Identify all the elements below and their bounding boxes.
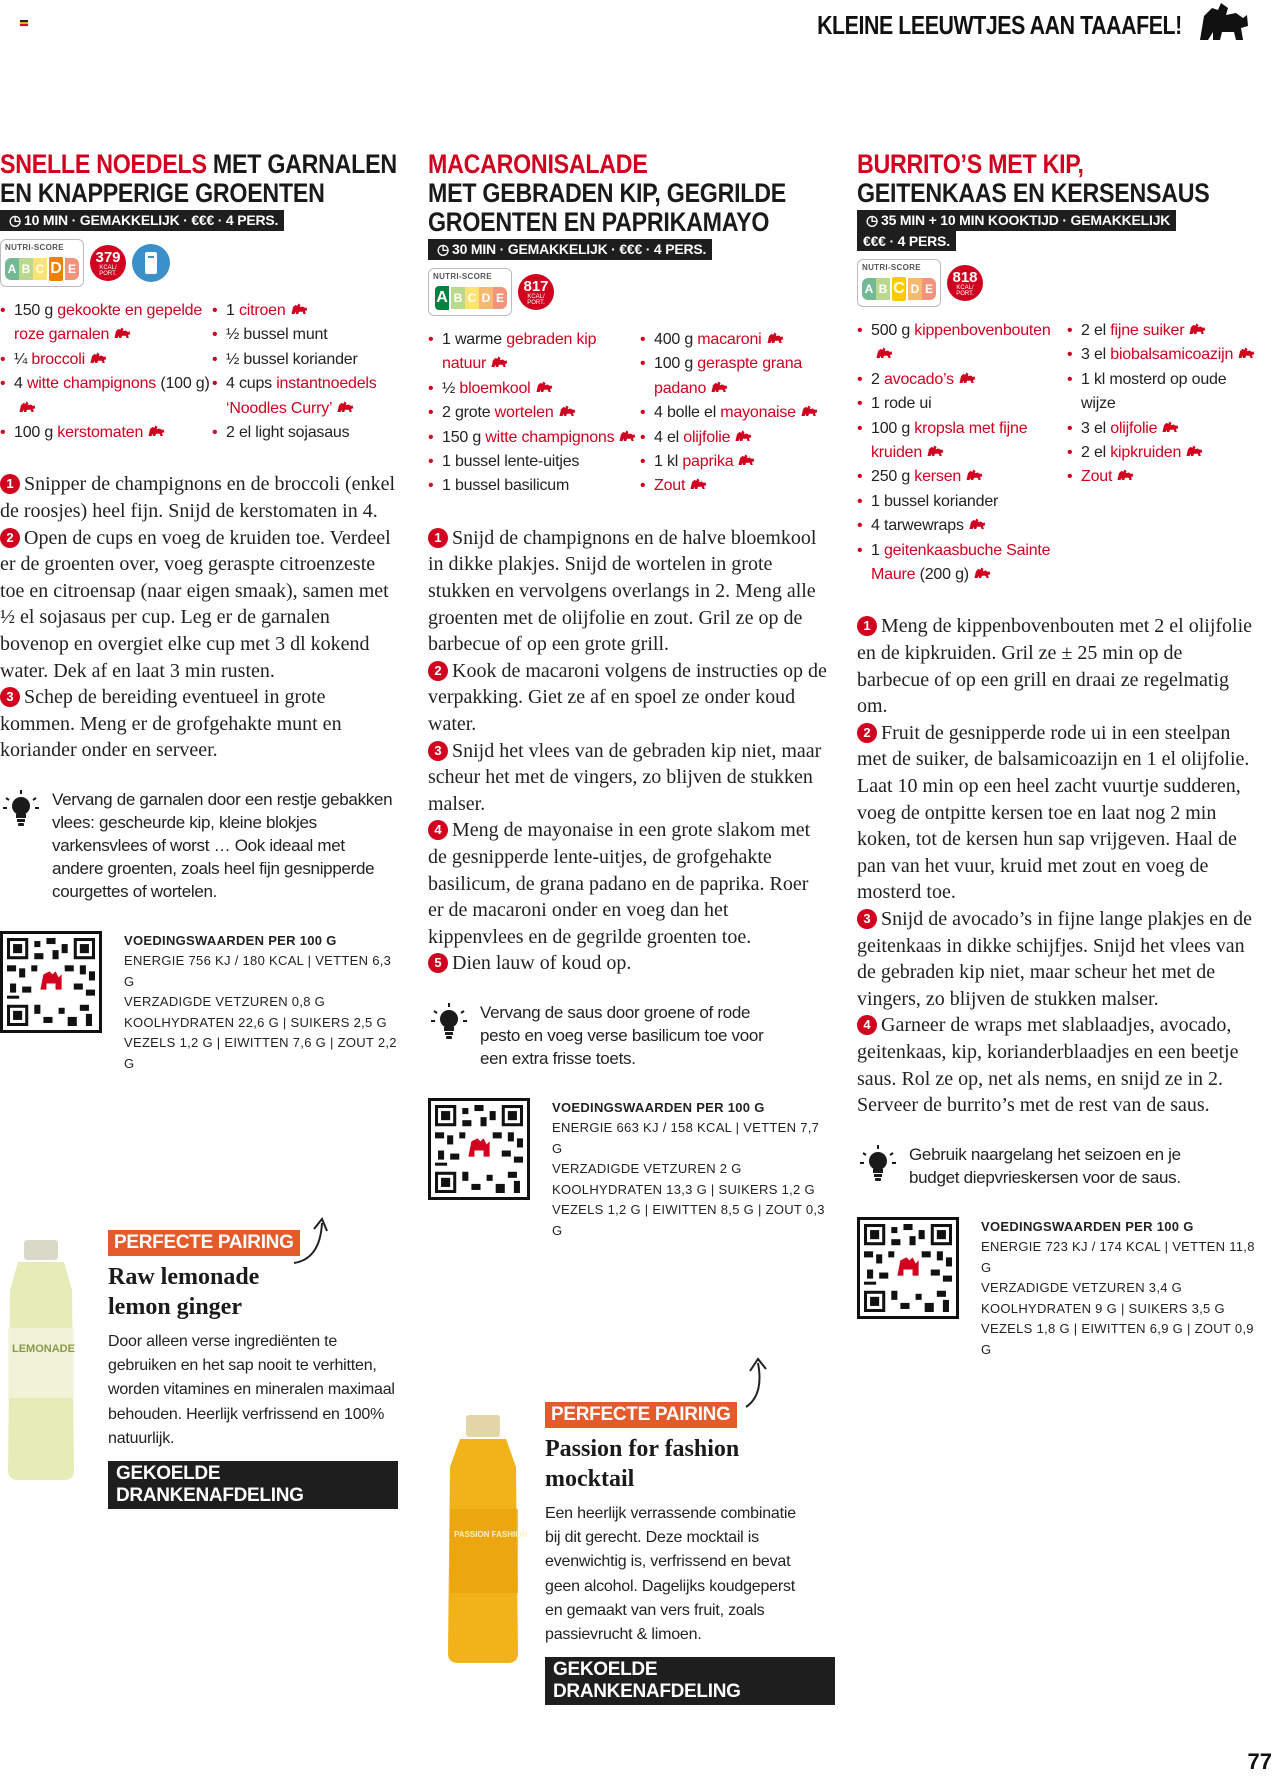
recipe-step: 2 Fruit de gesnipperde rode ui in een steelpan met de suiker, de balsamicoazijn en 1 el olijfolie. Laat 10 min op een heel zacht vuurtje sudderen, voeg de ontpitte kersen toe en laat nog 2 min koken, tot de kersen hun sap vrijgeven. Haal de pan van het vuur, kruid met zout en voeg de mosterd toe. — [857, 721, 1250, 904]
delhaize-lion-icon — [766, 332, 784, 345]
delhaize-lion-icon — [336, 401, 354, 414]
lemonade-bottle-image — [0, 1240, 82, 1480]
ingredient-item: • 500 g kippenbovenbouten — [857, 319, 1067, 368]
lemonade-bottle-label: LEMONADE — [12, 1343, 75, 1355]
recipe-step: 2 Open de cups en voeg de kruiden toe. Verdeel er de groenten over, voeg geraspte citroenzeste toe en citroensap (naar eigen smaak), samen met ½ el sojasaus per cup. Leg er de garnalen bovenop en overgiet elke cup met 3 dl kokend water. Dek af en laat 3 min rusten. — [0, 526, 391, 682]
ingredient-item: • 250 g kersen — [857, 465, 1067, 489]
delhaize-lion-icon — [1116, 469, 1134, 482]
delhaize-lion-icon — [558, 405, 576, 418]
nutrition-block — [0, 931, 400, 1075]
delhaize-lion-icon — [290, 303, 308, 316]
nutri-score-row — [0, 239, 400, 287]
ingredient-item: • 2 el fijne suiker — [1067, 319, 1257, 343]
delhaize-lion-icon — [113, 327, 131, 340]
step-number-badge: 1 — [428, 528, 448, 548]
recipe-step: 3 Schep de bereiding eventueel in grote kommen. Meng er de grofgehakte munt en koriander onder en serveer. — [0, 686, 342, 762]
recipe-step: 3 Snijd het vlees van de gebraden kip niet, maar scheur het met de vingers, zo blijven de stukken malser. — [428, 739, 822, 815]
recipe-meta-badge-2: €€€ · 4 PERS. — [857, 231, 956, 251]
recipe-step: 1 Meng de kippenbovenbouten met 2 el olijfolie en de kipkruiden. Gril ze ± 25 min op de barbecue of op een grill en draai ze regelmatig om. — [857, 615, 1253, 718]
step-number-badge: 1 — [857, 616, 877, 636]
recipe-steps — [857, 613, 1257, 1118]
clock-icon: ◷ — [9, 212, 22, 228]
step-number-badge: 5 — [428, 953, 448, 973]
recipe-step: 1 Snijd de champignons en de halve bloemkool in dikke plakjes. Snijd de wortelen in grote stukken en vervolgens overlangs in 2. Meng alle groenten met de olijfolie en zout. Gril ze op de barbecue of op een grote grill. — [428, 526, 817, 656]
ingredient-item: • 2 el kipkruiden — [1067, 441, 1257, 465]
recipe-step: 4 Meng de mayonaise in een grote slakom met de gesnipperde lente-uitjes, de grofgehakte basilicum, de grana padano en de paprika. Roer er de macaroni onder en voeg dan het kippenvlees en de gegrilde groenten toe. — [428, 819, 811, 948]
nutri-score-badge: NUTRI-SCORE A B C D E — [428, 268, 512, 316]
lightbulb-icon — [428, 1001, 470, 1045]
recipe-tip: Gebruik naargelang het seizoen en je budget diepvrieskersen voor de saus. — [857, 1143, 1257, 1189]
kcal-badge: 817 KCAL/ PORT. — [518, 274, 554, 310]
delhaize-lion-icon — [89, 352, 107, 365]
mocktail-bottle-image — [438, 1415, 528, 1663]
clock-icon: ◷ — [437, 241, 450, 257]
recipe-title: SNELLE NOEDELS MET GARNALEN EN KNAPPERIGE GROENTEN — [0, 149, 397, 208]
pairing-tag: PERFECTE PAIRING — [108, 1230, 300, 1256]
delhaize-lion-icon — [689, 478, 707, 491]
delhaize-lion-icon — [800, 405, 818, 418]
recipe-title: MACARONISALADE MET GEBRADEN KIP, GEGRILDE GROENTEN EN PAPRIKAMAYO — [428, 149, 786, 237]
language-flag-icon[interactable] — [20, 20, 28, 26]
lightbulb-icon — [0, 788, 42, 832]
delhaize-lion-icon — [1188, 323, 1206, 336]
pairing-tag: PERFECTE PAIRING — [545, 1402, 737, 1428]
ingredient-item: • 100 g kropsla met fijne kruiden — [857, 417, 1067, 466]
step-number-badge: 3 — [428, 741, 448, 761]
step-number-badge: 4 — [428, 820, 448, 840]
ingredient-item: • 1 geitenkaasbuche Sainte Maure (200 g) — [857, 539, 1067, 588]
recipe-step: 2 Kook de macaroni volgens de instructies op de verpakking. Giet ze af en spoel ze onder koud water. — [428, 659, 827, 735]
clock-icon: ◷ — [866, 212, 879, 228]
recipe-title: BURRITO’S MET KIP, GEITENKAAS EN KERSENSAUS — [857, 149, 1210, 208]
ingredient-list — [857, 319, 1257, 587]
nutri-score-row — [857, 259, 1257, 307]
ingredient-item: • 3 el biobalsamicoazijn — [1067, 343, 1257, 367]
delhaize-lion-icon — [618, 430, 636, 443]
delhaize-lion-logo — [1196, 2, 1248, 44]
ingredient-item: • 100 g geraspte grana padano — [640, 352, 828, 401]
delhaize-lion-icon — [965, 469, 983, 482]
recipe-step: 3 Snijd de avocado’s in fijne lange plakjes en de geitenkaas in dikke schijfjes. Snijd het vlees van de gebraden kip niet, maar scheur het met de vingers, zo blijven de stukken malser. — [857, 908, 1253, 1010]
ingredient-item: • ½ bussel munt — [212, 323, 400, 347]
ingredient-item: • 2 grote wortelen — [428, 401, 640, 425]
step-number-badge: 3 — [0, 687, 20, 707]
recipe-steps — [428, 525, 828, 977]
pairing-arrow-icon — [740, 1355, 780, 1411]
ingredient-item: • 1 warme gebraden kip natuur — [428, 328, 640, 377]
qr-code[interactable] — [0, 931, 102, 1033]
recipe-step: 4 Garneer de wraps met slablaadjes, avocado, geitenkaas, kip, korianderblaadjes en een beetje saus. Rol ze op, net als nems, en snijd ze in 2. Serveer de burrito’s met de rest van de saus. — [857, 1014, 1239, 1117]
pairing-name: Passion for fashion mocktail — [545, 1436, 740, 1492]
nutri-score-badge: NUTRI-SCORE A B C D E — [0, 239, 84, 287]
ingredient-item: • 150 g witte champignons — [428, 426, 640, 450]
ingredient-item: • 4 tarwewraps — [857, 514, 1067, 538]
ingredient-item: • 4 bolle el mayonaise — [640, 401, 828, 425]
delhaize-lion-icon — [968, 518, 986, 531]
ingredient-item: • 1 bussel lente-uitjes — [428, 450, 640, 474]
pairing-name: Raw lemonade lemon ginger — [108, 1264, 260, 1320]
ingredient-item: • 2 avocado’s — [857, 368, 1067, 392]
nutrition-values: VOEDINGSWAARDEN PER 100 G ENERGIE 663 KJ / 158 KCAL | VETTEN 7,7 G VERZADIGDE VETZUREN 2 G KOOLHYDRATEN 13,3 G | SUIKERS 1,2 G VEZELS 1,2 G | EIWITTEN 8,5 G | ZOUT 0,3 G — [552, 1099, 825, 1238]
delhaize-lion-icon — [1161, 421, 1179, 434]
page-number: 77 — [1247, 1749, 1272, 1774]
delhaize-lion-icon — [1185, 445, 1203, 458]
kcal-badge: 379 KCAL/ PORT. — [90, 245, 126, 281]
recipe-tip: Vervang de garnalen door een restje gebakken vlees: gescheurde kip, kleine blokjes varkensvlees of worst … Ook ideaal met andere groenten, zoals heel fijn gesnipperde courgettes of wortelen. — [0, 788, 400, 903]
nutrition-values: VOEDINGSWAARDEN PER 100 G ENERGIE 756 KJ / 180 KCAL | VETTEN 6,3 G VERZADIGDE VETZUREN 0,8 G KOOLHYDRATEN 22,6 G | SUIKERS 2,5 G VEZELS 1,2 G | EIWITTEN 7,6 G | ZOUT 2,2 G — [124, 932, 397, 1071]
pairing-department-label: GEKOELDE DRANKENAFDELING — [545, 1657, 835, 1705]
lightbulb-icon — [857, 1143, 899, 1187]
recipe-meta-badge: ◷ 10 MIN · GEMAKKELIJK · €€€ · 4 PERS. — [0, 210, 284, 231]
recipe-meta-badge: ◷ 30 MIN · GEMAKKELIJK · €€€ · 4 PERS. — [428, 239, 712, 260]
ingredient-item: • ½ bussel koriander — [212, 348, 400, 372]
delhaize-lion-icon — [710, 381, 728, 394]
delhaize-lion-icon — [958, 372, 976, 385]
nutrition-block — [428, 1098, 828, 1242]
ingredient-item: • 1 rode ui — [857, 392, 1067, 416]
delhaize-lion-icon — [18, 401, 36, 414]
recipe-column-macaroni — [428, 150, 828, 1241]
ingredient-item: • 4 el olijfolie — [640, 426, 828, 450]
ingredient-item: • ¼ broccoli — [0, 348, 212, 372]
pairing-department-label: GEKOELDE DRANKENAFDELING — [108, 1461, 398, 1509]
mocktail-bottle-label: PASSION FASHION — [454, 1530, 528, 1539]
nutrition-block — [857, 1217, 1257, 1361]
freezer-icon — [132, 244, 170, 282]
ingredient-item: • 1 bussel basilicum — [428, 474, 640, 498]
pairing-description: Door alleen verse ingrediënten te gebruiken en het sap nooit te verhitten, worden vitamines en mineralen maximaal behouden. Heerlijk verfrissend en 100% natuurlijk. — [108, 1333, 395, 1447]
delhaize-lion-icon — [734, 430, 752, 443]
ingredient-item: • 100 g kerstomaten — [0, 421, 212, 445]
perfect-pairing-mocktail — [545, 1402, 835, 1705]
ingredient-item: • 4 cups instantnoedels ‘Noodles Curry’ — [212, 372, 400, 421]
ingredient-item: • 1 bussel koriander — [857, 490, 1067, 514]
step-number-badge: 2 — [428, 661, 448, 681]
delhaize-lion-icon — [535, 381, 553, 394]
step-number-badge: 3 — [857, 909, 877, 929]
recipe-column-noodles — [0, 150, 400, 1074]
step-number-badge: 1 — [0, 474, 20, 494]
recipe-column-burritos — [857, 150, 1257, 1360]
delhaize-lion-icon — [973, 567, 991, 580]
nutri-score-badge: NUTRI-SCORE A B C D E — [857, 259, 941, 307]
page-header-title: KLEINE LEEUWTJES AAN TAAAFEL! — [817, 10, 1182, 40]
ingredient-list — [0, 299, 400, 445]
recipe-meta-badge: ◷ 35 MIN + 10 MIN KOOKTIJD · GEMAKKELIJK — [857, 210, 1176, 231]
delhaize-lion-icon — [147, 425, 165, 438]
nutrition-values: VOEDINGSWAARDEN PER 100 G ENERGIE 723 KJ / 174 KCAL | VETTEN 11,8 G VERZADIGDE VETZUREN 3,4 G KOOLHYDRATEN 9 G | SUIKERS 3,5 G VEZELS 1,8 G | EIWITTEN 6,9 G | ZOUT 0,9 G — [981, 1218, 1255, 1357]
recipe-tip: Vervang de saus door groene of rode pesto en voeg verse basilicum toe voor een extra frisse toets. — [428, 1001, 828, 1070]
nutri-score-row — [428, 268, 828, 316]
ingredient-item: • 1 kl mosterd op oude wijze — [1067, 368, 1257, 417]
ingredient-item: • Zout — [1067, 465, 1257, 489]
ingredient-item: • 1 kl paprika — [640, 450, 828, 474]
recipe-step: 5 Dien lauw of koud op. — [428, 950, 828, 977]
delhaize-lion-icon — [490, 356, 508, 369]
step-number-badge: 2 — [0, 528, 20, 548]
delhaize-lion-icon — [737, 454, 755, 467]
step-number-badge: 4 — [857, 1015, 877, 1035]
ingredient-list — [428, 328, 828, 499]
ingredient-item: • 150 g gekookte en gepelde roze garnalen — [0, 299, 212, 348]
perfect-pairing-lemonade — [108, 1230, 398, 1509]
delhaize-lion-icon — [1237, 347, 1255, 360]
recipe-step: 1 Snipper de champignons en de broccoli (enkel de roosjes) heel fijn. Snijd de kerstomaten in 4. — [0, 473, 395, 523]
ingredient-item: • 400 g macaroni — [640, 328, 828, 352]
pairing-arrow-icon — [290, 1215, 334, 1267]
delhaize-lion-icon — [926, 445, 944, 458]
qr-code[interactable] — [857, 1217, 959, 1319]
ingredient-item: • 4 witte champignons (100 g) — [0, 372, 212, 421]
pairing-description: Een heerlijk verrassende combinatie bij dit gerecht. Deze mocktail is evenwichtig is, verfrissend en bevat geen alcohol. Dagelijks koudgeperst en gemaakt van vers fruit, zoals passievrucht & limoen. — [545, 1505, 796, 1644]
ingredient-item: • 2 el light sojasaus — [212, 421, 400, 445]
ingredient-item: • ½ bloemkool — [428, 377, 640, 401]
recipe-steps — [0, 471, 400, 764]
ingredient-item: • 3 el olijfolie — [1067, 417, 1257, 441]
qr-code[interactable] — [428, 1098, 530, 1200]
step-number-badge: 2 — [857, 723, 877, 743]
delhaize-lion-icon — [875, 347, 893, 360]
kcal-badge: 818 KCAL/ PORT. — [947, 265, 983, 301]
ingredient-item: • Zout — [640, 474, 828, 498]
ingredient-item: • 1 citroen — [212, 299, 400, 323]
